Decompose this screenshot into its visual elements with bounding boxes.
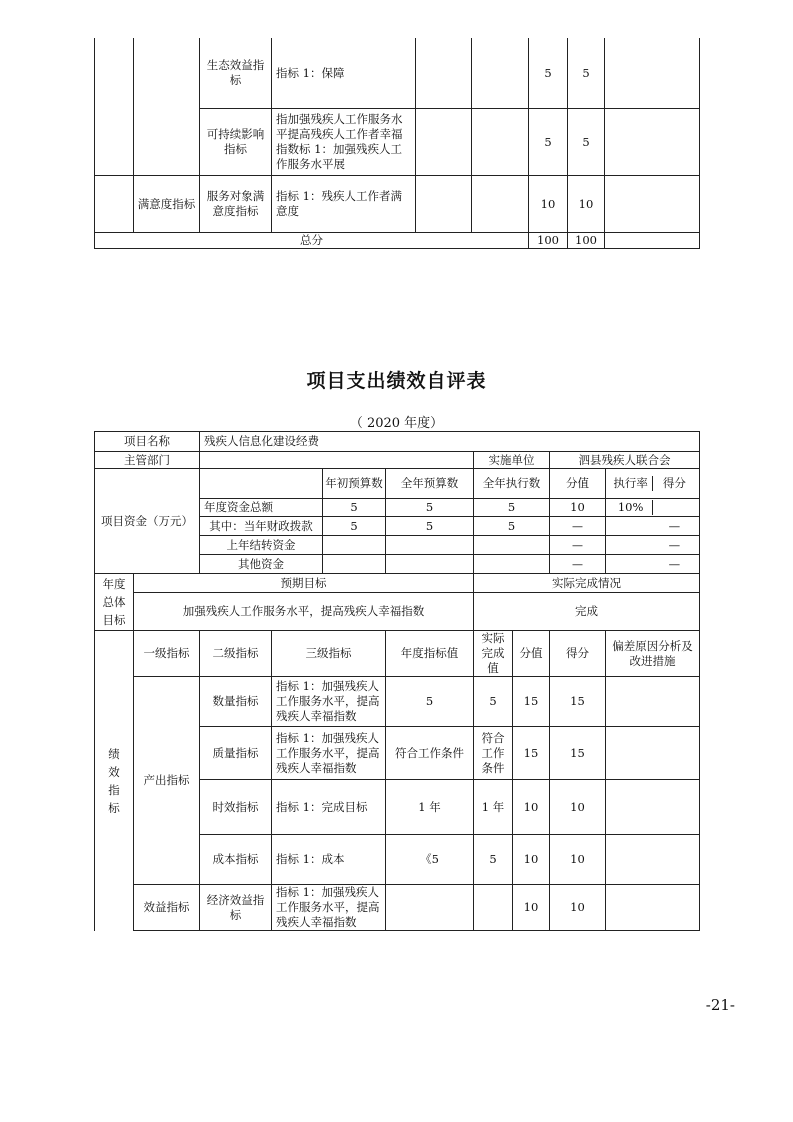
table-row xyxy=(95,885,700,931)
funds-executed: 5 xyxy=(474,517,550,536)
funds-header-score: 分值 xyxy=(550,469,606,499)
level3-cell: 指标 1：加强残疾人工作服务水平，提高残疾人幸福指数 xyxy=(272,677,386,727)
project-name-value: 残疾人信息化建设经费 xyxy=(200,432,700,452)
got-cell: 5 xyxy=(568,38,605,109)
page-title: 项目支出绩效自评表 xyxy=(306,370,487,392)
perf-header-level1: 一级指标 xyxy=(134,631,200,677)
funds-header-full: 全年预算数 xyxy=(386,469,474,499)
got-cell: 10 xyxy=(550,885,606,931)
level3-cell: 指标 1：完成目标 xyxy=(272,780,386,835)
actual-cell: 5 xyxy=(474,677,513,727)
table-row xyxy=(95,38,700,109)
level2-cell: 成本指标 xyxy=(200,835,272,885)
total-got: 100 xyxy=(568,233,605,249)
indicator-cell: 指加强残疾人工作服务水平提高残疾人工作者幸福指数标 1：加强残疾人工作服务水平展 xyxy=(272,109,416,176)
target-cell: 《5 xyxy=(386,835,474,885)
got-cell: 15 xyxy=(550,727,606,780)
funds-full xyxy=(386,555,474,574)
funds-got: — xyxy=(668,556,681,571)
continuation-table xyxy=(94,38,700,249)
score-cell: 10 xyxy=(513,835,550,885)
table-row xyxy=(95,593,700,631)
indicator-cell: 指标 1：保障 xyxy=(272,38,416,109)
level2-cell: 时效指标 xyxy=(200,780,272,835)
indicator-cell: 指标 1：残疾人工作者满意度 xyxy=(272,176,416,233)
perf-label: 绩效指标 xyxy=(95,631,134,931)
funds-initial xyxy=(323,555,386,574)
page-number: -21- xyxy=(705,996,735,1014)
score-cell: 10 xyxy=(529,176,568,233)
funds-row-label: 其中：当年财政拨款 xyxy=(200,517,323,536)
actual-cell xyxy=(474,885,513,931)
goal-expected-label: 预期目标 xyxy=(134,574,474,593)
funds-score: 10 xyxy=(550,499,606,517)
project-name-label: 项目名称 xyxy=(95,432,200,452)
funds-header-executed: 全年执行数 xyxy=(474,469,550,499)
funds-header-rate: 执行率 xyxy=(609,476,653,491)
target-cell xyxy=(386,885,474,931)
level2-cell: 生态效益指标 xyxy=(200,38,272,109)
funds-executed: 5 xyxy=(474,499,550,517)
perf-header-target: 年度指标值 xyxy=(386,631,474,677)
impl-unit-label: 实施单位 xyxy=(474,452,550,469)
score-cell: 15 xyxy=(513,677,550,727)
target-cell: 符合工作条件 xyxy=(386,727,474,780)
level2-cell: 质量指标 xyxy=(200,727,272,780)
level3-cell: 指标 1：加强残疾人工作服务水平，提高残疾人幸福指数 xyxy=(272,727,386,780)
table-row xyxy=(95,469,700,499)
total-label: 总分 xyxy=(95,233,529,249)
funds-full: 5 xyxy=(386,517,474,536)
level3-cell: 指标 1：加强残疾人工作服务水平，提高残疾人幸福指数 xyxy=(272,885,386,931)
funds-got: — xyxy=(668,518,681,533)
table-row xyxy=(95,452,700,469)
funds-row-label: 其他资金 xyxy=(200,555,323,574)
total-row xyxy=(95,233,700,249)
impl-unit-value: 泗县残疾人联合会 xyxy=(550,452,700,469)
funds-score: — xyxy=(550,555,606,574)
actual-cell: 1 年 xyxy=(474,780,513,835)
funds-row-label: 上年结转资金 xyxy=(200,536,323,555)
table-row xyxy=(95,631,700,677)
perf-header-got: 得分 xyxy=(550,631,606,677)
funds-score: — xyxy=(550,536,606,555)
actual-cell: 5 xyxy=(474,835,513,885)
goal-expected: 加强残疾人工作服务水平，提高残疾人幸福指数 xyxy=(134,593,474,631)
table-row xyxy=(95,176,700,233)
funds-executed xyxy=(474,555,550,574)
target-cell: 5 xyxy=(386,677,474,727)
total-score: 100 xyxy=(529,233,568,249)
dept-value xyxy=(200,452,474,469)
funds-rate: 10% xyxy=(609,500,653,515)
goal-label: 年度总体目标 xyxy=(95,574,134,631)
benefit-label: 效益指标 xyxy=(134,885,200,931)
funds-initial: 5 xyxy=(323,499,386,517)
funds-initial: 5 xyxy=(323,517,386,536)
score-cell: 10 xyxy=(513,780,550,835)
self-evaluation-table xyxy=(94,431,700,931)
year-label: （ 2020 年度） xyxy=(349,416,444,431)
funds-label: 项目资金（万元） xyxy=(95,469,200,574)
perf-header-reason: 偏差原因分析及改进措施 xyxy=(606,631,700,677)
perf-header-actual: 实际完成值 xyxy=(474,631,513,677)
funds-full: 5 xyxy=(386,499,474,517)
funds-initial xyxy=(323,536,386,555)
output-label: 产出指标 xyxy=(134,677,200,885)
score-cell: 5 xyxy=(529,109,568,176)
perf-header-level2: 二级指标 xyxy=(200,631,272,677)
actual-cell: 符合工作条件 xyxy=(474,727,513,780)
score-cell: 10 xyxy=(513,885,550,931)
perf-header-level3: 三级指标 xyxy=(272,631,386,677)
score-cell: 15 xyxy=(513,727,550,780)
level2-cell: 数量指标 xyxy=(200,677,272,727)
goal-actual: 完成 xyxy=(474,593,700,631)
level2-cell: 可持续影响指标 xyxy=(200,109,272,176)
funds-header-initial: 年初预算数 xyxy=(323,469,386,499)
got-cell: 10 xyxy=(550,780,606,835)
funds-executed xyxy=(474,536,550,555)
score-cell: 5 xyxy=(529,38,568,109)
got-cell: 15 xyxy=(550,677,606,727)
funds-got: — xyxy=(668,537,681,552)
goal-actual-label: 实际完成情况 xyxy=(474,574,700,593)
level2-cell: 经济效益指标 xyxy=(200,885,272,931)
table-row xyxy=(95,677,700,727)
funds-header-got: 得分 xyxy=(662,476,686,490)
dept-label: 主管部门 xyxy=(95,452,200,469)
table-row xyxy=(95,432,700,452)
target-cell: 1 年 xyxy=(386,780,474,835)
funds-row-label: 年度资金总额 xyxy=(200,499,323,517)
perf-header-score: 分值 xyxy=(513,631,550,677)
got-cell: 5 xyxy=(568,109,605,176)
funds-score: — xyxy=(550,517,606,536)
level2-cell: 服务对象满意度指标 xyxy=(200,176,272,233)
level1-cell: 满意度指标 xyxy=(134,176,200,233)
table-row xyxy=(95,574,700,593)
got-cell: 10 xyxy=(568,176,605,233)
level3-cell: 指标 1：成本 xyxy=(272,835,386,885)
got-cell: 10 xyxy=(550,835,606,885)
funds-header-rate-got xyxy=(606,469,700,499)
funds-full xyxy=(386,536,474,555)
